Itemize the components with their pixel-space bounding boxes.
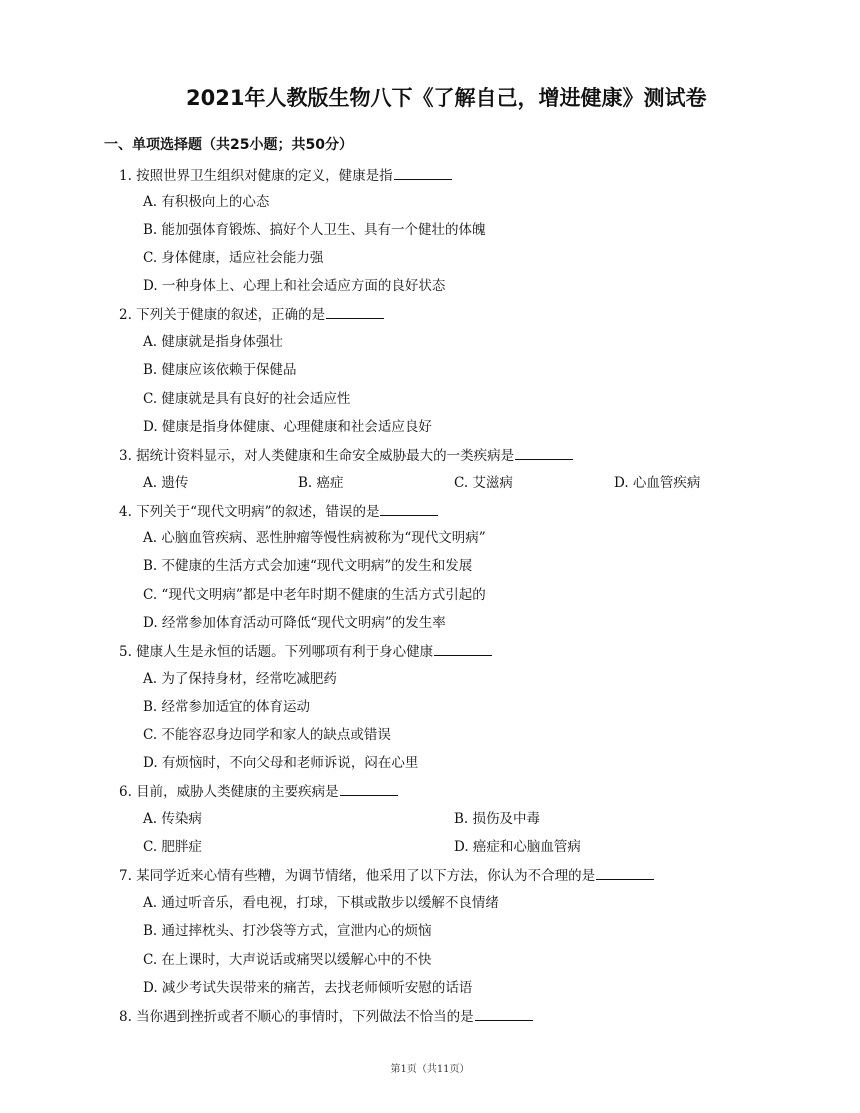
q5-option-c: C. 不能容忍身边同学和家人的缺点或错误 bbox=[143, 727, 391, 743]
question-4-stem: 4. 下列关于“现代文明病”的叙述，错误的是 bbox=[119, 500, 438, 520]
answer-blank bbox=[596, 867, 654, 880]
q7-option-b: B. 通过摔枕头、打沙袋等方式，宣泄内心的烦恼 bbox=[143, 923, 432, 939]
q6-option-b: B. 损伤及中毒 bbox=[454, 811, 541, 827]
q7-option-d: D. 减少考试失误带来的痛苦，去找老师倾听安慰的话语 bbox=[143, 980, 473, 996]
q2-option-a: A. 健康就是指身体强壮 bbox=[143, 334, 283, 350]
q3-option-c: C. 艾滋病 bbox=[454, 475, 513, 491]
question-6-stem: 6. 目前，威胁人类健康的主要疾病是 bbox=[119, 780, 398, 800]
answer-blank bbox=[515, 447, 573, 460]
answer-blank bbox=[475, 1008, 533, 1021]
question-1-stem: 1. 按照世界卫生组织对健康的定义，健康是指 bbox=[119, 164, 452, 184]
q1-option-b: B. 能加强体育锻炼、搞好个人卫生、具有一个健壮的体魄 bbox=[143, 222, 486, 238]
q3-option-b: B. 癌症 bbox=[298, 475, 344, 491]
q1-option-c: C. 身体健康，适应社会能力强 bbox=[143, 250, 324, 266]
q5-option-d: D. 有烦恼时，不向父母和老师诉说，闷在心里 bbox=[143, 755, 419, 771]
q4-option-c: C. “现代文明病”都是中老年时期不健康的生活方式引起的 bbox=[143, 587, 486, 603]
answer-blank bbox=[380, 503, 438, 516]
q2-option-b: B. 健康应该依赖于保健品 bbox=[143, 362, 297, 378]
q5-option-b: B. 经常参加适宜的体育运动 bbox=[143, 699, 311, 715]
answer-blank bbox=[434, 643, 492, 656]
q1-option-d: D. 一种身体上、心理上和社会适应方面的良好状态 bbox=[143, 278, 446, 294]
q5-option-a: A. 为了保持身材，经常吃减肥药 bbox=[143, 671, 337, 687]
question-7-stem: 7. 某同学近来心情有些糟，为调节情绪，他采用了以下方法，你认为不合理的是 bbox=[119, 864, 654, 884]
q1-option-a: A. 有积极向上的心态 bbox=[143, 194, 270, 210]
q2-option-c: C. 健康就是具有良好的社会适应性 bbox=[143, 391, 351, 407]
question-8-stem: 8. 当你遇到挫折或者不顺心的事情时，下列做法不恰当的是 bbox=[119, 1005, 533, 1025]
question-2-stem: 2. 下列关于健康的叙述，正确的是 bbox=[119, 303, 384, 323]
q2-option-d: D. 健康是指身体健康、心理健康和社会适应良好 bbox=[143, 419, 432, 435]
answer-blank bbox=[340, 783, 398, 796]
page-title: 2021年人教版生物八下《了解自己，增进健康》测试卷 bbox=[186, 86, 707, 110]
q7-option-c: C. 在上课时，大声说话或痛哭以缓解心中的不快 bbox=[143, 952, 432, 968]
answer-blank bbox=[326, 306, 384, 319]
question-3-stem: 3. 据统计资料显示，对人类健康和生命安全威胁最大的一类疾病是 bbox=[119, 444, 573, 464]
q6-option-a: A. 传染病 bbox=[143, 811, 202, 827]
q6-option-c: C. 肥胖症 bbox=[143, 839, 202, 855]
section-heading: 一、单项选择题（共25小题；共50分） bbox=[104, 137, 353, 153]
answer-blank bbox=[394, 167, 452, 180]
q3-option-a: A. 遗传 bbox=[143, 475, 189, 491]
q7-option-a: A. 通过听音乐，看电视，打球，下棋或散步以缓解不良情绪 bbox=[143, 895, 499, 911]
q4-option-a: A. 心脑血管疾病、恶性肿瘤等慢性病被称为“现代文明病” bbox=[143, 530, 486, 546]
page-footer: 第1页（共11页） bbox=[390, 1064, 470, 1075]
q3-option-d: D. 心血管疾病 bbox=[614, 475, 701, 491]
question-5-stem: 5. 健康人生是永恒的话题。下列哪项有利于身心健康 bbox=[119, 640, 492, 660]
q6-option-d: D. 癌症和心脑血管病 bbox=[454, 839, 581, 855]
q4-option-b: B. 不健康的生活方式会加速“现代文明病”的发生和发展 bbox=[143, 558, 473, 574]
q4-option-d: D. 经常参加体育活动可降低“现代文明病”的发生率 bbox=[143, 615, 446, 631]
